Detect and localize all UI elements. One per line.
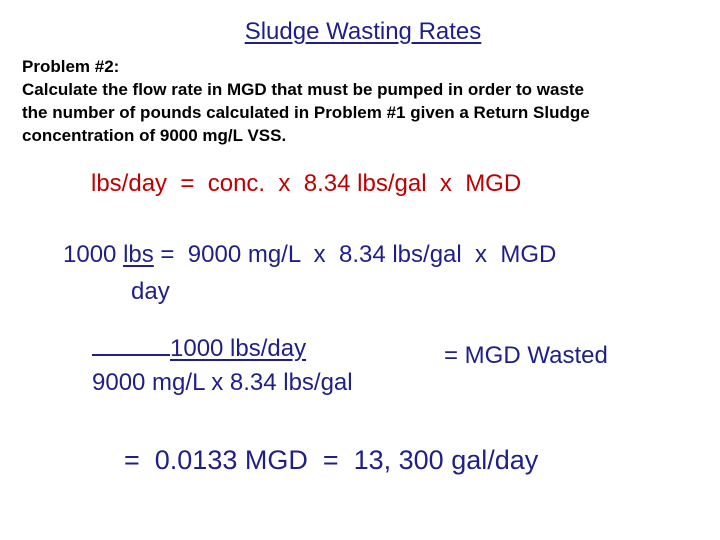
day-unit: day — [131, 278, 170, 305]
problem-line: the number of pounds calculated in Problem #1 given a Return Sludge — [22, 103, 590, 122]
formula-rest: = 9000 mg/L x 8.34 lbs/gal x MGD — [153, 241, 557, 268]
pounds-value: 1000 — [63, 241, 124, 268]
problem-line: concentration of 9000 mg/L VSS. — [22, 126, 287, 145]
substituted-formula — [63, 241, 556, 269]
mgd-wasted-label: = MGD Wasted — [444, 342, 608, 369]
final-result: = 0.0133 MGD = 13, 300 gal/day — [124, 445, 539, 475]
fraction-numerator — [92, 334, 306, 363]
problem-statement — [22, 55, 590, 147]
numerator-text: 1000 lbs/day — [170, 335, 307, 362]
numerator-underline — [92, 334, 170, 356]
general-formula: lbs/day = conc. x 8.34 lbs/gal x MGD — [91, 170, 522, 197]
fraction-denominator: 9000 mg/L x 8.34 lbs/gal — [92, 369, 353, 396]
lbs-unit: lbs — [123, 241, 154, 268]
problem-line: Calculate the flow rate in MGD that must be pumped in order to waste — [22, 80, 585, 99]
page-title: Sludge Wasting Rates — [244, 18, 482, 45]
problem-heading: Problem #2: — [22, 57, 120, 76]
